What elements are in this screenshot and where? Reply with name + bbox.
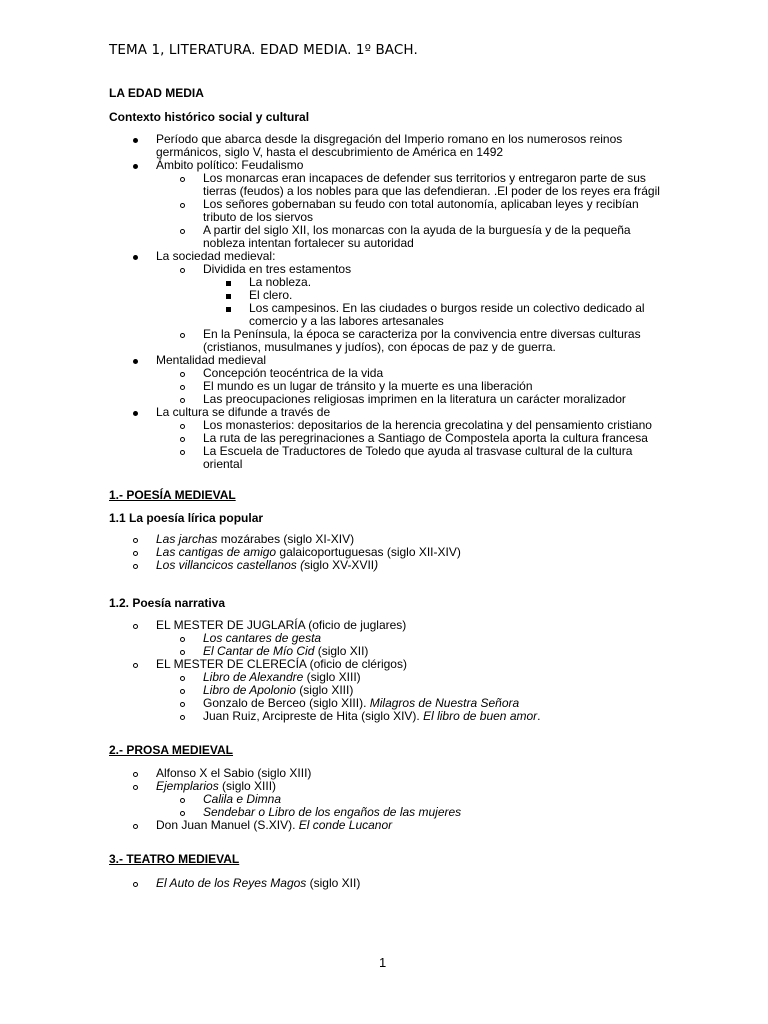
bullet-circle	[180, 263, 185, 276]
bullet-dot	[133, 159, 138, 172]
context-line: comercio y a las labores artesanales	[249, 314, 444, 328]
bullet-circle	[180, 710, 185, 723]
bullet-circle	[180, 432, 185, 445]
bullet-square	[226, 289, 231, 302]
list-item: Calila e Dimna	[203, 792, 282, 806]
context-line: Período que abarca desde la disgregación del Imperio romano en los numerosos reinos	[156, 132, 623, 146]
context-line: Los campesinos. En las ciudades o burgos reside un colectivo dedicado al	[249, 301, 645, 315]
context-line: nobleza intentan fortalecer su autoridad	[203, 236, 414, 250]
list-item: Alfonso X el Sabio (siglo XIII)	[156, 766, 312, 780]
context-line: germánicos, siglo V, hasta el descubrimiento de América en 1492	[156, 145, 504, 159]
list-item: El Cantar de Mío Cid (siglo XII)	[203, 644, 369, 658]
bullet-circle	[180, 328, 185, 341]
bullet-circle	[180, 224, 185, 237]
bullet-circle	[133, 877, 138, 890]
section-heading-prosa: 2.- PROSA MEDIEVAL	[109, 743, 234, 757]
bullet-dot	[133, 406, 138, 419]
bullet-dot	[133, 133, 138, 146]
list-item: Ejemplarios (siglo XIII)	[156, 779, 277, 793]
bullet-circle	[133, 767, 138, 780]
bullet-dot	[133, 250, 138, 263]
context-line: La Escuela de Traductores de Toledo que ayuda al trasvase cultural de la cultura	[203, 444, 633, 458]
document-header: TEMA 1, LITERATURA. EDAD MEDIA. 1º BACH.	[109, 42, 418, 58]
subheading-lirica: 1.1 La poesía lírica popular	[109, 511, 264, 525]
section-heading-teatro: 3.- TEATRO MEDIEVAL	[109, 852, 240, 866]
context-line: El mundo es un lugar de tránsito y la muerte es una liberación	[203, 379, 533, 393]
context-line: A partir del siglo XII, los monarcas con la ayuda de la burguesía y de la pequeña	[203, 223, 631, 237]
context-line: Mentalidad medieval	[156, 353, 267, 367]
context-line: Dividida en tres estamentos	[203, 262, 352, 276]
bullet-circle	[133, 658, 138, 671]
list-item: Las jarchas mozárabes (siglo XI-XIV)	[156, 532, 355, 546]
context-heading: Contexto histórico social y cultural	[109, 110, 310, 124]
bullet-circle	[180, 684, 185, 697]
bullet-circle	[180, 445, 185, 458]
context-line: tributo de los siervos	[203, 210, 314, 224]
list-item: Las cantigas de amigo galaicoportuguesas (siglo XII-XIV)	[156, 545, 461, 559]
context-line: El clero.	[249, 288, 293, 302]
context-line: Ámbito político: Feudalismo	[156, 158, 304, 172]
context-line: En la Península, la época se caracteriza por la convivencia entre diversas culturas	[203, 327, 641, 341]
bullet-circle	[180, 697, 185, 710]
section-heading-poesia: 1.- POESÍA MEDIEVAL	[109, 488, 236, 502]
list-item: Libro de Apolonio (siglo XIII)	[203, 683, 354, 697]
context-line: Las preocupaciones religiosas imprimen en la literatura un carácter moralizador	[203, 392, 626, 406]
context-line: Los señores gobernaban su feudo con total autonomía, aplicaban leyes y recibían	[203, 197, 639, 211]
list-item: El Auto de los Reyes Magos (siglo XII)	[156, 876, 361, 890]
context-line: Los monarcas eran incapaces de defender sus territorios y entregaron parte de sus	[203, 171, 646, 185]
list-item: EL MESTER DE JUGLARÍA (oficio de juglares)	[156, 618, 407, 632]
bullet-circle	[180, 198, 185, 211]
list-item: Libro de Alexandre (siglo XIII)	[203, 670, 361, 684]
context-line: Concepción teocéntrica de la vida	[203, 366, 384, 380]
list-item: Sendebar o Libro de los engaños de las mujeres	[203, 805, 462, 819]
list-item: Don Juan Manuel (S.XIV). El conde Lucanor	[156, 818, 393, 832]
bullet-circle	[133, 533, 138, 546]
context-line: La sociedad medieval:	[156, 249, 276, 263]
page-number: 1	[379, 955, 387, 970]
bullet-circle	[180, 419, 185, 432]
bullet-circle	[133, 780, 138, 793]
bullet-circle	[180, 367, 185, 380]
context-line: oriental	[203, 457, 243, 471]
list-item: Gonzalo de Berceo (siglo XIII). Milagros de Nuestra Señora	[203, 696, 520, 710]
bullet-square	[226, 276, 231, 289]
bullet-square	[226, 302, 231, 315]
context-line: tierras (feudos) a los nobles para que las defendieran. .El poder de los reyes era frágil	[203, 184, 660, 198]
bullet-circle	[180, 380, 185, 393]
context-line: La ruta de las peregrinaciones a Santiago de Compostela aporta la cultura francesa	[203, 431, 648, 445]
bullet-circle	[133, 559, 138, 572]
bullet-circle	[180, 793, 185, 806]
bullet-circle	[133, 819, 138, 832]
section-title: LA EDAD MEDIA	[109, 86, 204, 100]
bullet-circle	[180, 671, 185, 684]
context-line: Los monasterios: depositarios de la herencia grecolatina y del pensamiento cristiano	[203, 418, 652, 432]
bullet-circle	[133, 619, 138, 632]
bullet-circle	[180, 172, 185, 185]
context-line: La cultura se difunde a través de	[156, 405, 331, 419]
bullet-circle	[180, 632, 185, 645]
context-line: (cristianos, musulmanes y judíos), con épocas de paz y de guerra.	[203, 340, 556, 354]
subheading-narrativa: 1.2. Poesía narrativa	[109, 596, 226, 610]
list-item: Juan Ruiz, Arcipreste de Hita (siglo XIV). El libro de buen amor.	[203, 709, 541, 723]
list-item: Los cantares de gesta	[203, 631, 322, 645]
context-line: La nobleza.	[249, 275, 312, 289]
bullet-circle	[133, 546, 138, 559]
bullet-dot	[133, 354, 138, 367]
list-item: Los villancicos castellanos (siglo XV-XVII)	[156, 558, 379, 572]
list-item: EL MESTER DE CLERECÍA (oficio de clérigos)	[156, 657, 407, 671]
